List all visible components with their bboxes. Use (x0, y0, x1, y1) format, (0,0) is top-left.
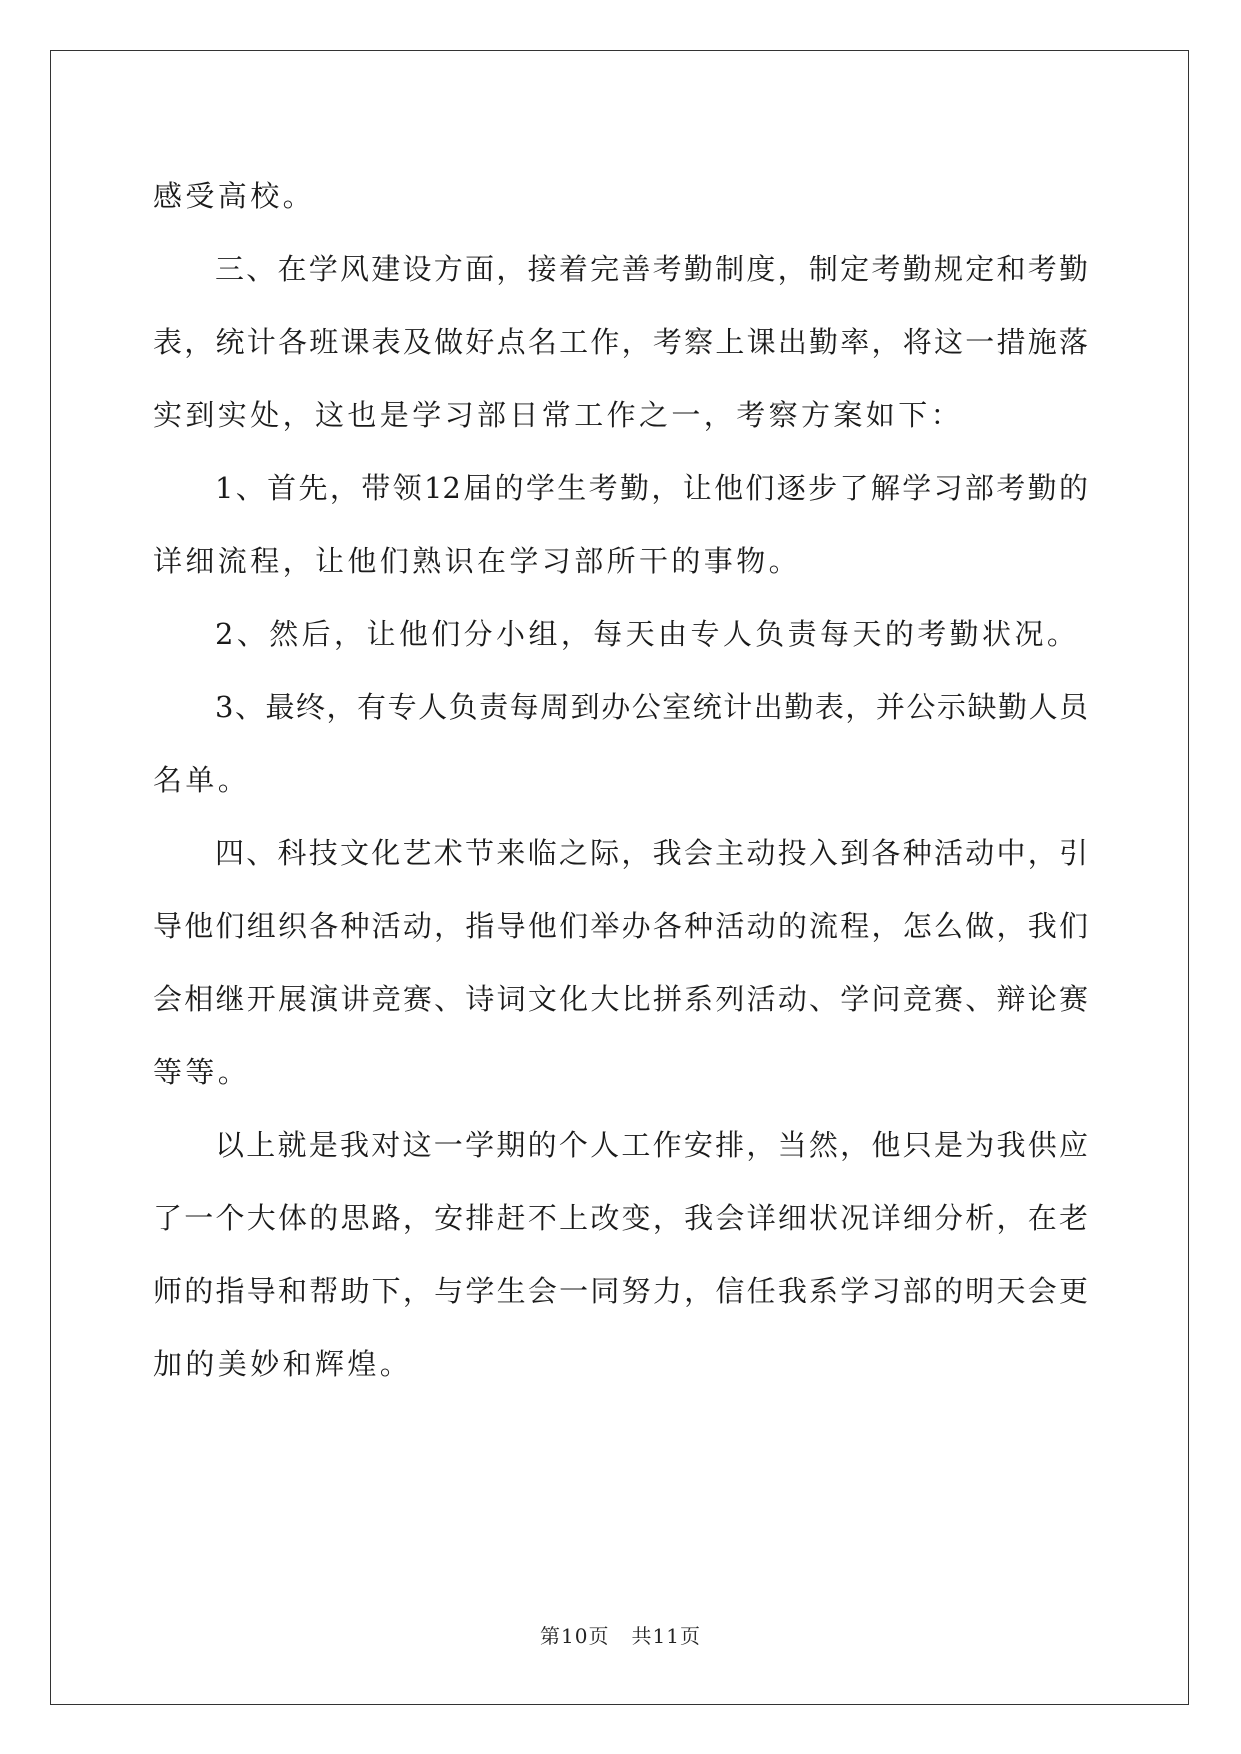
text-line: 三、在学风建设方面，接着完善考勤制度，制定考勤规定和考勤 (215, 252, 1088, 286)
text-line: 加的美妙和辉煌。 (153, 1347, 413, 1381)
page-total: 共11页 (631, 1624, 701, 1648)
text-line: 以上就是我对这一学期的个人工作安排，当然，他只是为我供应 (215, 1128, 1088, 1162)
text-line: 师的指导和帮助下，与学生会一同努力，信任我系学习部的明天会更 (153, 1274, 1088, 1308)
document-body (153, 160, 1088, 1401)
text-line: 导他们组织各种活动，指导他们举办各种活动的流程，怎么做，我们 (153, 909, 1088, 943)
text-line: 1、首先，带领12届的学生考勤，让他们逐步了解学习部考勤的 (215, 471, 1088, 505)
text-line: 详细流程，让他们熟识在学习部所干的事物。 (153, 544, 802, 578)
text-line: 了一个大体的思路，安排赶不上改变，我会详细状况详细分析，在老 (153, 1201, 1088, 1235)
text-line: 四、科技文化艺术节来临之际，我会主动投入到各种活动中，引 (215, 836, 1088, 870)
page-footer (0, 1620, 1241, 1649)
page-number: 第10页 (540, 1624, 610, 1648)
text-line: 名单。 (153, 763, 251, 797)
text-line: 3、最终，有专人负责每周到办公室统计出勤表，并公示缺勤人员 (215, 690, 1088, 724)
text-line: 2、然后，让他们分小组，每天由专人负责每天的考勤状况。 (215, 617, 1080, 651)
text-line: 实到实处，这也是学习部日常工作之一，考察方案如下： (153, 398, 964, 432)
text-line: 表，统计各班课表及做好点名工作，考察上课出勤率，将这一措施落 (153, 325, 1088, 359)
text-line: 感受高校。 (153, 179, 316, 213)
text-line: 等等。 (153, 1055, 251, 1089)
text-line: 会相继开展演讲竞赛、诗词文化大比拼系列活动、学问竞赛、辩论赛 (153, 982, 1088, 1016)
